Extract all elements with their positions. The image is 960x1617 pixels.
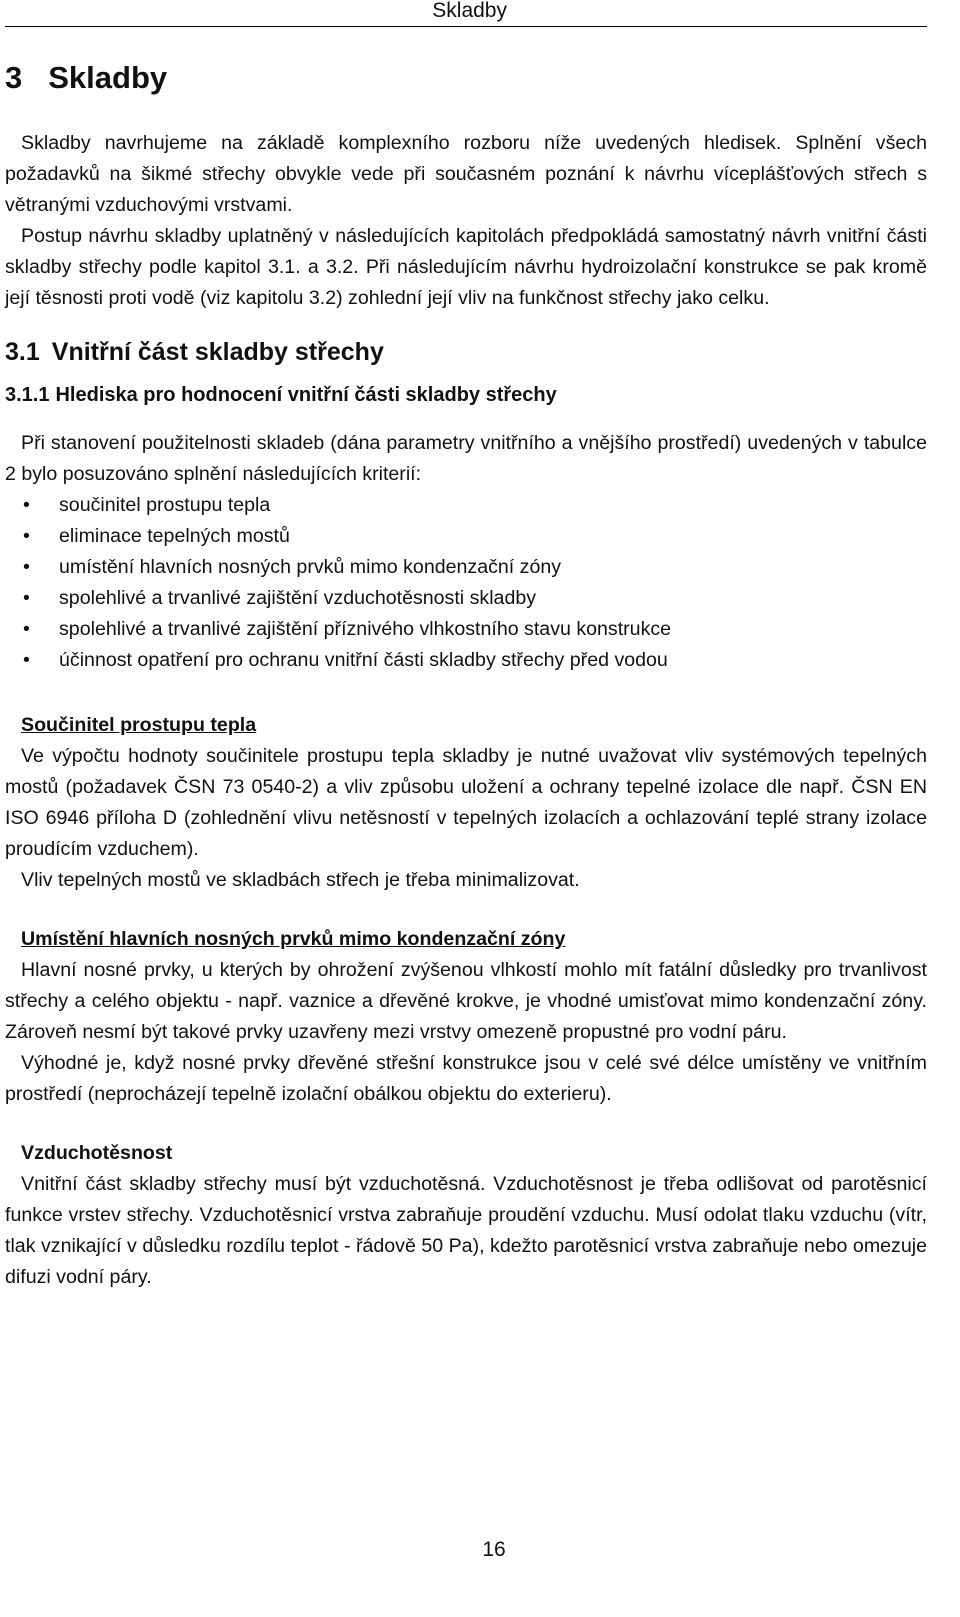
chapter-heading <box>5 58 927 98</box>
subsection-title: Hlediska pro hodnocení vnitřní části skladby střechy <box>55 384 557 406</box>
list-item <box>5 645 927 676</box>
bullet-icon: • <box>23 587 30 609</box>
section-title: Vnitřní část skladby střechy <box>51 338 384 366</box>
list-item-text: spolehlivé a trvanlivé zajištění příznivého vlhkostního stavu konstrukce <box>59 618 672 640</box>
list-item-text: eliminace tepelných mostů <box>59 525 290 547</box>
subsection-heading <box>5 380 927 410</box>
section-number: 3.1 <box>5 338 40 366</box>
list-item-text: spolehlivé a trvanlivé zajištění vzduchotěsnosti skladby <box>59 587 537 609</box>
heat-transfer-heading: Součinitel prostupu tepla <box>21 714 257 736</box>
list-item-text: účinnost opatření pro ochranu vnitřní části skladby střechy před vodou <box>59 649 668 671</box>
list-item <box>5 583 927 614</box>
chapter-number: 3 <box>5 60 23 95</box>
bullet-icon: • <box>23 556 30 578</box>
airtightness-paragraph-1: Vnitřní část skladby střechy musí být vzduchotěsná. Vzduchotěsnost je třeba odlišovat od parotěsnicí funkce vrstev střechy. Vzduchotěsnicí vrstva zabraňuje proudění vzduchu. Musí odolat tlaku vzduchu (vítr, tlak vznikající v důsledku rozdílu teplot - řádově 50 Pa), kdežto parotěsnicí vrstva zabraňuje nebo omezuje difuzi vodní páry. <box>5 1173 927 1288</box>
structural-elements-paragraph-2: Výhodné je, když nosné prvky dřevěné střešní konstrukce jsou v celé své délce umístěny ve vnitřním prostředí (neprocházejí tepelně izolační obálkou objektu do exterieru). <box>5 1052 927 1105</box>
airtightness-heading: Vzduchotěsnost <box>21 1142 173 1164</box>
heat-transfer-paragraph-1: Ve výpočtu hodnoty součinitele prostupu tepla skladby je nutné uvažovat vliv systémových tepelných mostů (požadavek ČSN 73 0540-2) a vliv způsobu uložení a ochrany tepelné izolace dle např. ČSN EN ISO 6946 příloha D (zohlednění vlivu netěsností v tepelných izolacích a ochlazování teplé strany izolace proudícím vzduchem). <box>5 745 927 860</box>
bullet-icon: • <box>23 649 30 671</box>
bullet-icon: • <box>23 494 30 516</box>
list-item <box>5 552 927 583</box>
page-number-text: 16 <box>482 1538 506 1561</box>
spacer <box>5 896 927 924</box>
spacer <box>5 676 927 710</box>
structural-elements-heading: Umístění hlavních nosných prvků mimo kondenzační zóny <box>21 928 566 950</box>
running-header <box>5 0 927 27</box>
intro-paragraph-1: Skladby navrhujeme na základě komplexního rozboru níže uvedených hledisek. Splnění všech požadavků na šikmé střechy obvykle vede při současném poznání k návrhu víceplášťových střech s větranými vzduchovými vrstvami. <box>5 132 927 216</box>
criteria-list <box>5 490 927 676</box>
list-item <box>5 521 927 552</box>
list-item-text: součinitel prostupu tepla <box>59 494 271 516</box>
bullet-icon: • <box>23 618 30 640</box>
list-item <box>5 490 927 521</box>
chapter-title: Skladby <box>48 60 168 95</box>
list-item <box>5 614 927 645</box>
structural-elements-paragraph-1: Hlavní nosné prvky, u kterých by ohrožení zvýšenou vlhkostí mohlo mít fatální důsledky pro trvanlivost střechy a celého objektu - např. vaznice a dřevěné krokve, je vhodné umisťovat mimo kondenzační zóny. Zároveň nesmí být takové prvky uzavřeny mezi vrstvy omezeně propustné pro vodní páru. <box>5 959 927 1043</box>
subsection-number: 3.1.1 <box>5 384 50 406</box>
running-header-title: Skladby <box>432 0 507 22</box>
heat-transfer-paragraph-2: Vliv tepelných mostů ve skladbách střech je třeba minimalizovat. <box>21 869 580 891</box>
section-heading <box>5 332 927 372</box>
page-number <box>0 1538 960 1562</box>
list-item-text: umístění hlavních nosných prvků mimo kondenzační zóny <box>59 556 562 578</box>
spacer <box>5 1110 927 1138</box>
page-content <box>5 58 927 1293</box>
criteria-intro-paragraph: Při stanovení použitelnosti skladeb (dána parametry vnitřního a vnějšího prostředí) uvedených v tabulce 2 bylo posuzováno splnění následujících kriterií: <box>5 432 927 485</box>
intro-paragraph-2: Postup návrhu skladby uplatněný v následujících kapitolách předpokládá samostatný návrh vnitřní části skladby střechy podle kapitol 3.1. a 3.2. Při následujícím návrhu hydroizolační konstrukce se pak kromě její těsnosti proti vodě (viz kapitolu 3.2) zohlední její vliv na funkčnost střechy jako celku. <box>5 225 927 309</box>
bullet-icon: • <box>23 525 30 547</box>
